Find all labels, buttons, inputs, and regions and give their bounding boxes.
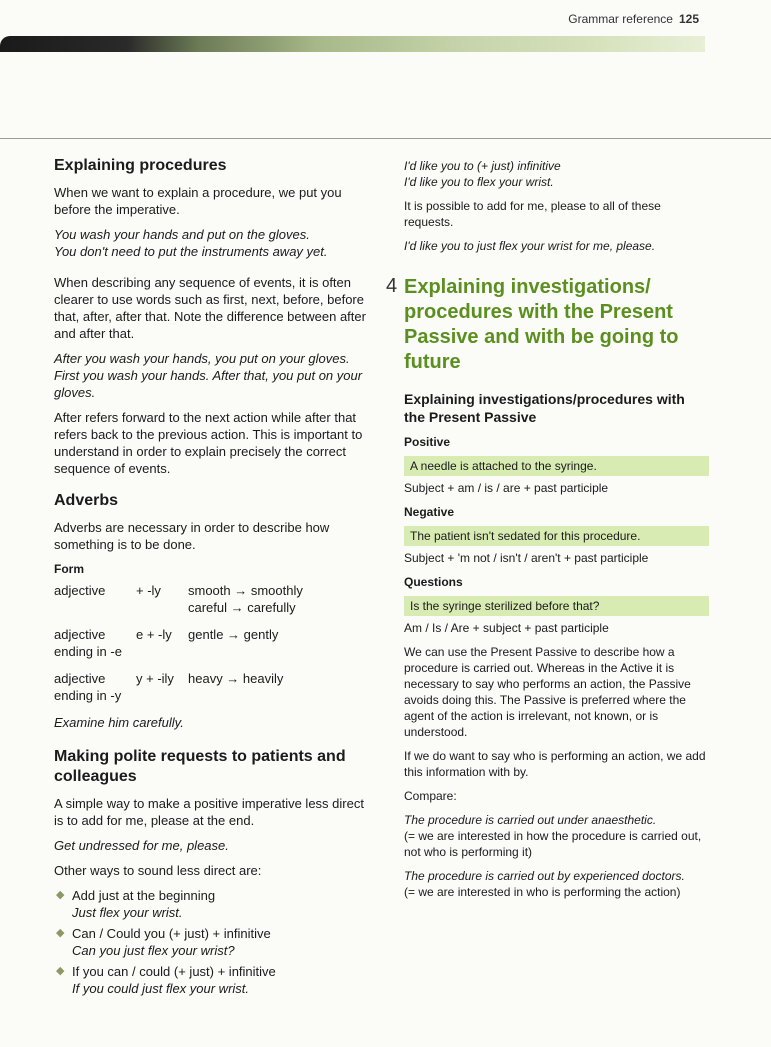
examples bbox=[54, 350, 374, 401]
example: I'd like you to just flex your wrist for me, please. bbox=[404, 239, 656, 253]
paragraph: It is possible to add for me, please to all of these requests. bbox=[404, 199, 661, 229]
bullet-list bbox=[54, 887, 374, 997]
left-column bbox=[54, 156, 374, 1001]
cell: careful → carefully bbox=[188, 600, 296, 615]
highlight-example: Is the syringe sterilized before that? bbox=[404, 596, 709, 616]
paragraph: When we want to explain a procedure, we put you before the imperative. bbox=[54, 185, 342, 217]
paragraph: Adverbs are necessary in order to describe how something is to be done. bbox=[54, 520, 330, 552]
heading-adverbs: Adverbs bbox=[54, 492, 119, 509]
cell: y + -ily bbox=[136, 671, 174, 686]
heading-polite-requests: Making polite requests to patients and colleagues bbox=[54, 748, 346, 785]
example: I'd like you to (+ just) infinitive bbox=[404, 159, 561, 173]
examples bbox=[404, 158, 709, 190]
example: First you wash your hands. After that, you put on your gloves. bbox=[54, 368, 363, 400]
running-header bbox=[568, 12, 699, 26]
form-label: Form bbox=[54, 562, 84, 576]
section-4-heading bbox=[386, 275, 706, 375]
paragraph: A simple way to make a positive imperative less direct is to add for me, please at the end. bbox=[54, 796, 364, 828]
example: After you wash your hands, you put on your gloves. bbox=[54, 351, 350, 366]
pattern: Subject + am / is / are + past participle bbox=[404, 481, 609, 495]
list-item: ◆ If you can / could (+ just) + infinitive If you could just flex your wrist. bbox=[56, 964, 276, 996]
note: (= we are interested in how the procedure is carried out, not who is performing it) bbox=[404, 829, 702, 859]
bullet-icon: ◆ bbox=[56, 965, 65, 977]
highlight-example: The patient isn't sedated for this procedure. bbox=[404, 526, 709, 546]
table-row bbox=[54, 626, 374, 660]
label-negative: Negative bbox=[404, 505, 455, 519]
pattern: Subject + 'm not / isn't / aren't + past participle bbox=[404, 551, 649, 565]
label-questions: Questions bbox=[404, 575, 463, 589]
example: Get undressed for me, please. bbox=[54, 838, 229, 853]
example: The procedure is carried out under anaesthetic. bbox=[404, 813, 657, 827]
heading-explaining-procedures: Explaining procedures bbox=[54, 157, 227, 174]
cell: e + -ly bbox=[136, 627, 172, 642]
example: You don't need to put the instruments away yet. bbox=[54, 244, 328, 259]
table-row bbox=[54, 582, 374, 616]
list-item: ◆ Add just at the beginning Just flex your wrist. bbox=[56, 888, 216, 920]
right-column-top bbox=[404, 158, 709, 262]
cell: + -ly bbox=[136, 583, 161, 598]
compare-label: Compare: bbox=[404, 789, 457, 803]
example: You wash your hands and put on the gloves. bbox=[54, 227, 310, 242]
paragraph: We can use the Present Passive to describe how a procedure is carried out. Whereas in the Active it is necessary to say who performs an action, the Passive avoids doing this. The Passive is preferred where the agent of the action is irrelevant, not known, or is understood. bbox=[404, 645, 691, 739]
section-number: 4 bbox=[386, 275, 398, 297]
example: The procedure is carried out by experienced doctors. bbox=[404, 869, 685, 883]
examples bbox=[54, 226, 374, 260]
highlight-example: A needle is attached to the syringe. bbox=[404, 456, 709, 476]
cell: gentle → gently bbox=[188, 627, 279, 642]
cell: adjective bbox=[54, 583, 106, 598]
table-row bbox=[54, 670, 374, 704]
cell: adjective ending in -e bbox=[54, 627, 122, 659]
section-title: Explaining investigations/ procedures with the Present Passive and with be going to future bbox=[404, 276, 679, 373]
example: I'd like you to flex your wrist. bbox=[404, 175, 554, 189]
page-number: 125 bbox=[678, 12, 699, 26]
label-positive: Positive bbox=[404, 435, 451, 449]
bullet-icon: ◆ bbox=[56, 927, 65, 939]
pattern: Am / Is / Are + subject + past participle bbox=[404, 621, 609, 635]
heading-present-passive: Explaining investigations/procedures with the Present Passive bbox=[404, 391, 685, 425]
cell: heavy → heavily bbox=[188, 671, 284, 686]
right-column-passive bbox=[404, 390, 709, 908]
note: (= we are interested in who is performing the action) bbox=[404, 885, 681, 899]
divider bbox=[0, 138, 771, 139]
cell: adjective ending in -y bbox=[54, 671, 122, 703]
decorative-band bbox=[0, 36, 705, 52]
paragraph: When describing any sequence of events, it is often clearer to use words such as first, next, before, before that, after, after that. Note the difference between after and after that. bbox=[54, 275, 366, 341]
example: Examine him carefully. bbox=[54, 715, 184, 730]
paragraph: Other ways to sound less direct are: bbox=[54, 863, 262, 878]
section-name: Grammar reference bbox=[568, 12, 673, 26]
list-item: ◆ Can / Could you (+ just) + infinitive Can you just flex your wrist? bbox=[56, 926, 271, 958]
bullet-icon: ◆ bbox=[56, 889, 65, 901]
cell: smooth → smoothly bbox=[188, 583, 303, 598]
paragraph: If we do want to say who is performing an action, we add this information with by. bbox=[404, 749, 706, 779]
paragraph: After refers forward to the next action while after that refers back to the previous action. This is important to understand in order to explain precisely the correct sequence of events. bbox=[54, 410, 363, 476]
